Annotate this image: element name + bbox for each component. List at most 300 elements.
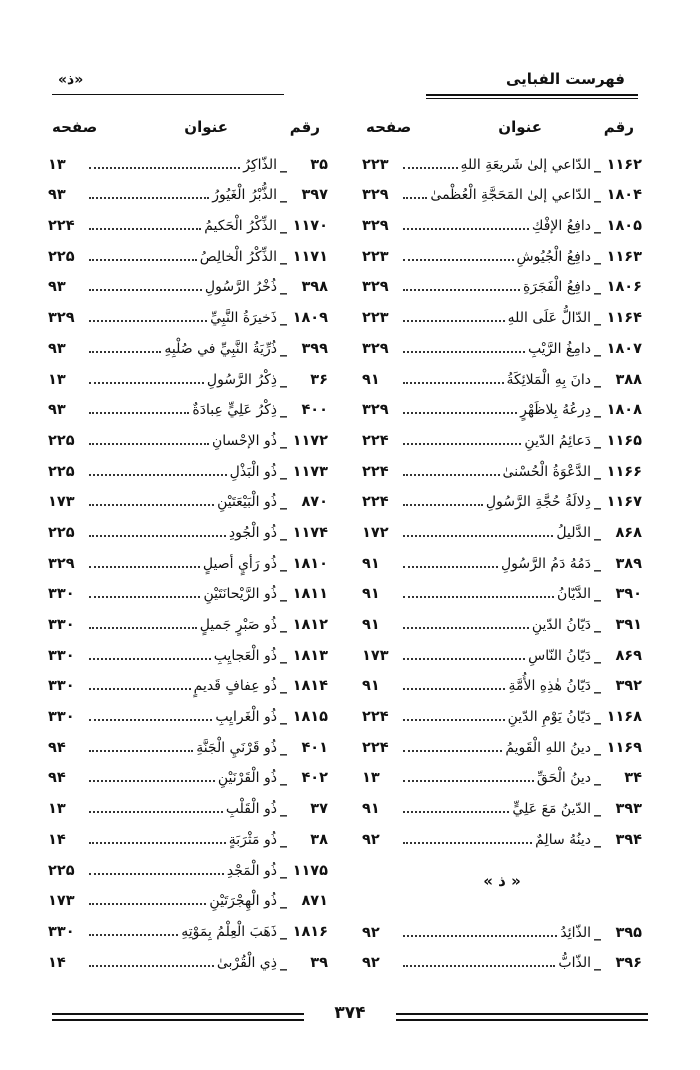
index-entry [362, 943, 642, 974]
leader-dots [89, 965, 214, 967]
entry-number: ۱۱۷۰ [292, 218, 328, 235]
entry-page: ۲۲۳ [362, 310, 389, 327]
entry-dash: _ [594, 770, 601, 787]
entry-page: ۲۲۵ [48, 463, 75, 480]
entry-dash: _ [594, 801, 601, 818]
leader-dots [89, 903, 206, 905]
entry-title: ذِي الْقُرْبىٰ [216, 954, 277, 971]
entry-title: دِرعُهُ بِلاظَهْرٍ [520, 402, 591, 419]
index-entry [48, 758, 328, 789]
entry-page: ۲۲۴ [362, 739, 389, 756]
entry-dash: _ [280, 340, 287, 357]
entry-number: ۸۶۹ [615, 647, 642, 664]
index-rows [362, 144, 642, 850]
entry-page: ۳۳۰ [48, 586, 75, 603]
entry-number: ۳۸۸ [615, 371, 642, 388]
entry-dash: _ [280, 279, 287, 296]
index-entry [48, 236, 328, 267]
entry-title: دَمُهُ دَمُ الرَّسُولِ [500, 555, 591, 572]
entry-dash: _ [594, 709, 601, 726]
index-entry [362, 727, 642, 758]
entry-number: ۱۸۱۰ [292, 555, 328, 572]
entry-page: ۳۲۹ [362, 402, 389, 419]
entry-title: ذِكْرُ عَلِيٍّ عِبادَةٌ [192, 402, 277, 419]
entry-number: ۳۷ [310, 801, 328, 818]
entry-title: دامِغُ الرَّيْبِ [527, 340, 591, 357]
index-entry [48, 696, 328, 727]
entry-title: دَيّانُ هٰذِهِ الأُمَّةِ [508, 678, 591, 695]
entry-page: ۲۲۵ [48, 862, 75, 879]
entry-page: ۲۲۴ [48, 218, 75, 235]
entry-title: الدَّعْوَةُ الْحُسْنىٰ [502, 463, 591, 480]
leader-dots [89, 197, 209, 199]
leader-dots [89, 934, 178, 936]
entry-page: ۹۲ [362, 955, 380, 972]
entry-dash: _ [280, 678, 287, 695]
entry-number: ۱۱۶۵ [606, 432, 642, 449]
leader-dots [89, 719, 212, 721]
entry-page: ۹۳ [48, 402, 66, 419]
entry-number: ۳۹۰ [615, 586, 642, 603]
entry-page: ۹۳ [48, 340, 66, 357]
index-entry [48, 911, 328, 942]
entry-page: ۳۳۰ [48, 678, 75, 695]
entry-page: ۳۳۰ [48, 647, 75, 664]
entry-dash: _ [280, 555, 287, 572]
entry-number: ۱۸۰۹ [292, 310, 328, 327]
entry-dash: _ [594, 402, 601, 419]
entry-dash: _ [594, 218, 601, 235]
entry-page: ۳۲۹ [48, 555, 75, 572]
index-entry [362, 819, 642, 850]
entry-page: ۹۴ [48, 739, 66, 756]
entry-page: ۱۴ [48, 831, 66, 848]
index-entry [48, 850, 328, 881]
entry-title: الدَّيّانُ [557, 586, 591, 603]
entry-title: دينُهُ سالِمٌ [535, 831, 591, 848]
entry-number: ۳۸ [310, 831, 328, 848]
index-entry [362, 359, 642, 390]
entry-page: ۱۷۳ [362, 647, 389, 664]
leader-dots [89, 658, 211, 660]
column-header-number: رقم [289, 118, 320, 136]
entry-title: دينُ اللهِ الْقَويمُ [505, 739, 591, 756]
leader-dots [403, 535, 553, 537]
entry-dash: _ [280, 218, 287, 235]
column-header-page: صفحه [366, 118, 412, 136]
entry-title: ذُو الْمَجْدِ [226, 862, 277, 879]
index-entry [48, 727, 328, 758]
entry-title: ذُو قَرْنَيِ الْجَنَّةِ [196, 739, 277, 756]
index-entry [48, 604, 328, 635]
entry-number: ۸۷۱ [301, 893, 328, 910]
entry-dash: _ [594, 924, 601, 941]
index-entry [362, 512, 642, 543]
leader-dots [403, 658, 525, 660]
entry-number: ۸۶۸ [615, 524, 642, 541]
entry-dash: _ [280, 371, 287, 388]
index-entry [362, 328, 642, 359]
entry-dash: _ [280, 187, 287, 204]
index-rows-section [362, 912, 642, 973]
index-column-left [48, 118, 328, 973]
leader-dots [403, 627, 529, 629]
entry-page: ۲۲۳ [362, 156, 389, 173]
entry-dash: _ [280, 739, 287, 756]
entry-page: ۳۲۹ [362, 279, 389, 296]
leader-dots [403, 289, 520, 291]
entry-dash: _ [594, 555, 601, 572]
entry-title: ذُو الْعَجايِبِ [213, 647, 277, 664]
entry-title: دينُ الْحَقِّ [536, 770, 591, 787]
leader-dots [403, 228, 529, 230]
entry-title: الذِّكْرُ الْحَكيمُ [204, 218, 277, 235]
entry-title: الدَّليلُ [556, 524, 591, 541]
leader-dots [89, 627, 197, 629]
entry-dash: _ [594, 371, 601, 388]
entry-number: ۳۹۹ [301, 340, 328, 357]
entry-title: ذُو الْجُودِ [228, 524, 277, 541]
index-entry [362, 144, 642, 175]
entry-number: ۳۹۷ [301, 187, 328, 204]
entry-number: ۱۱۷۵ [292, 862, 328, 879]
entry-number: ۳۹۶ [615, 955, 642, 972]
column-header [48, 118, 328, 144]
entry-number: ۱۱۷۳ [292, 463, 328, 480]
entry-number: ۳۹۴ [615, 831, 642, 848]
entry-page: ۱۷۳ [48, 893, 75, 910]
entry-dash: _ [594, 187, 601, 204]
entry-dash: _ [594, 955, 601, 972]
leader-dots [403, 780, 534, 782]
entry-number: ۱۱۶۸ [606, 709, 642, 726]
index-entry [48, 267, 328, 298]
entry-number: ۱۱۶۹ [606, 739, 642, 756]
leader-dots [403, 351, 525, 353]
index-entry [48, 788, 328, 819]
index-entry [362, 482, 642, 513]
entry-number: ۳۹ [310, 954, 328, 971]
entry-number: ۱۱۷۱ [292, 248, 328, 265]
entry-number: ۱۸۰۸ [606, 402, 642, 419]
entry-number: ۳۹۱ [615, 617, 642, 633]
entry-number: ۳۹۸ [301, 279, 328, 296]
entry-dash: _ [594, 494, 601, 511]
entry-dash: _ [594, 647, 601, 664]
index-entry [48, 942, 328, 973]
entry-title: ذُرِّيَةُ النَّبِيِّ في صُلْبِهِ [164, 340, 277, 357]
entry-dash: _ [280, 954, 287, 971]
entry-title: ذُو الْقَلْبِ [225, 801, 277, 818]
index-entry [362, 696, 642, 727]
entry-dash: _ [280, 617, 287, 633]
entry-title: دافِعُ الْفَجَرَةِ [522, 279, 591, 296]
entry-title: ذُو مَثْرَبَةٍ [228, 831, 277, 848]
entry-title: الذّائِدُ [560, 924, 591, 941]
entry-dash: _ [594, 586, 601, 603]
index-entry [48, 512, 328, 543]
leader-dots [403, 197, 427, 199]
entry-title: ذُو عِفافٍ قَديمٍ [193, 678, 277, 695]
entry-dash: _ [280, 862, 287, 879]
leader-dots [89, 780, 215, 782]
entry-page: ۱۳ [48, 156, 66, 173]
entry-title: الذُّبْرُ الْغَيُورُ [212, 187, 277, 204]
entry-number: ۱۸۰۶ [606, 279, 642, 296]
leader-dots [403, 259, 514, 261]
index-entry [362, 175, 642, 206]
entry-number: ۱۸۱۴ [292, 678, 328, 695]
entry-number: ۱۸۱۳ [292, 647, 328, 664]
entry-page: ۹۱ [362, 555, 380, 572]
entry-page: ۳۲۹ [362, 187, 389, 204]
entry-number: ۴۰۲ [301, 770, 328, 787]
index-entry [48, 881, 328, 912]
index-entry [362, 297, 642, 328]
index-entry [48, 819, 328, 850]
entry-number: ۳۹۳ [615, 801, 642, 818]
index-entry [48, 574, 328, 605]
leader-dots [89, 412, 189, 414]
leader-dots [403, 842, 532, 844]
index-entry [48, 205, 328, 236]
index-entry [362, 205, 642, 236]
leader-dots [403, 811, 509, 813]
entry-title: ذُو رَأيٍ أصيلٍ [202, 555, 277, 572]
entry-title: ذُو الْغَرايِبِ [215, 709, 277, 726]
column-header-number: رقم [603, 118, 634, 136]
entry-number: ۱۱۶۴ [606, 310, 642, 327]
entry-title: دانَ بِهِ الْمَلائِكَةُ [506, 371, 591, 388]
entry-page: ۹۱ [362, 617, 380, 633]
header-rule-right [426, 94, 638, 99]
entry-number: ۱۱۷۴ [292, 524, 328, 541]
leader-dots [403, 443, 521, 445]
entry-page: ۳۳۰ [48, 923, 75, 940]
entry-dash: _ [280, 156, 287, 173]
leader-dots [403, 688, 505, 690]
entry-dash: _ [280, 923, 287, 940]
entry-dash: _ [280, 801, 287, 818]
entry-title: الدّالُّ عَلَى اللهِ [507, 310, 591, 327]
entry-page: ۲۲۵ [48, 432, 75, 449]
running-header-title: فهرست الفبایی [505, 70, 625, 88]
entry-number: ۱۸۰۷ [606, 340, 642, 357]
entry-dash: _ [280, 310, 287, 327]
running-header-letter: «ذ» [58, 72, 84, 88]
entry-page: ۹۳ [48, 279, 66, 296]
entry-page: ۲۲۳ [362, 248, 389, 265]
index-entry [48, 666, 328, 697]
entry-title: ذَهَبَ الْعِلْمُ بِمَوْتِهِ [181, 923, 277, 940]
leader-dots [403, 566, 498, 568]
entry-title: دَيّانُ النّاسِ [528, 647, 591, 664]
entry-title: دَيّانُ الدّينِ [531, 617, 591, 633]
column-header-title: عنوان [498, 118, 542, 136]
leader-dots [89, 750, 193, 752]
header-rule-left [52, 94, 284, 95]
index-entry [362, 635, 642, 666]
entry-dash: _ [280, 402, 287, 419]
entry-number: ۴۰۰ [301, 402, 328, 419]
entry-title: دافِعُ الْجُيُوشِ [516, 248, 591, 265]
leader-dots [403, 719, 505, 721]
entry-number: ۱۱۶۶ [606, 463, 642, 480]
entry-dash: _ [594, 310, 601, 327]
index-entry [362, 574, 642, 605]
entry-dash: _ [280, 524, 287, 541]
leader-dots [89, 289, 202, 291]
entry-number: ۳۹۲ [615, 678, 642, 695]
leader-dots [89, 259, 197, 261]
entry-title: ذُو الْبَذْلِ [229, 463, 277, 480]
index-entry [362, 912, 642, 943]
index-column-right [362, 118, 642, 973]
entry-dash: _ [280, 432, 287, 449]
index-entry [48, 359, 328, 390]
entry-number: ۱۱۶۷ [606, 494, 642, 511]
entry-title: الذِّكْرُ الْخالِصُ [199, 248, 277, 265]
leader-dots [89, 873, 224, 875]
entry-page: ۱۳ [48, 371, 66, 388]
leader-dots [403, 750, 502, 752]
entry-number: ۳۶ [310, 371, 328, 388]
index-entry [362, 788, 642, 819]
leader-dots [89, 351, 161, 353]
entry-page: ۲۲۴ [362, 463, 389, 480]
leader-dots [89, 504, 214, 506]
entry-dash: _ [594, 432, 601, 449]
entry-page: ۹۱ [362, 371, 380, 388]
column-header-page: صفحه [52, 118, 98, 136]
entry-page: ۳۲۹ [362, 340, 389, 357]
leader-dots [89, 688, 191, 690]
entry-page: ۹۱ [362, 801, 380, 818]
entry-page: ۱۴ [48, 954, 66, 971]
entry-dash: _ [280, 831, 287, 848]
entry-number: ۱۸۱۲ [292, 617, 328, 633]
entry-title: ذُو الْهِجْرَتَيْنِ [209, 893, 277, 910]
index-entry [362, 390, 642, 421]
entry-title: الذّابُّ [558, 955, 591, 972]
index-entry [362, 604, 642, 635]
entry-title: ذُو الرَّيْحانَتَيْنِ [203, 586, 277, 603]
entry-title: الدّاعي إلىٰ المَحَجَّةِ الْعُظْمىٰ [430, 187, 591, 204]
entry-number: ۱۱۶۲ [606, 156, 642, 173]
entry-title: الدّينُ مَعَ عَلِيٍّ [512, 801, 591, 818]
entry-page: ۱۳ [48, 801, 66, 818]
entry-number: ۱۱۶۳ [606, 248, 642, 265]
entry-page: ۳۳۰ [48, 617, 75, 633]
entry-number: ۳۹۵ [615, 924, 642, 941]
entry-number: ۱۸۱۱ [292, 586, 328, 603]
index-entry [48, 635, 328, 666]
index-entry [48, 420, 328, 451]
index-entry [48, 328, 328, 359]
entry-page: ۱۷۳ [48, 494, 75, 511]
leader-dots [403, 412, 517, 414]
entry-dash: _ [280, 248, 287, 265]
entry-title: دَيّانُ يَوْمِ الدّينِ [507, 709, 591, 726]
entry-page: ۱۷۲ [362, 524, 389, 541]
entry-number: ۳۸۹ [615, 555, 642, 572]
entry-title: ذُو الإحْسانِ [211, 432, 277, 449]
entry-title: ذُخْرُ الرَّسُولِ [204, 279, 277, 296]
entry-title: دافِعُ الإفْكِ [531, 218, 591, 235]
leader-dots [89, 596, 200, 598]
section-heading: « ذ » [483, 871, 521, 890]
entry-title: الدّاعي إلىٰ شَريعَةِ اللهِ [460, 156, 591, 173]
entry-dash: _ [280, 770, 287, 787]
index-entry [362, 451, 642, 482]
leader-dots [403, 596, 554, 598]
entry-title: ذُو الْقَرْنَيْنِ [217, 770, 277, 787]
entry-number: ۱۸۰۴ [606, 187, 642, 204]
index-entry [48, 451, 328, 482]
leader-dots [403, 965, 555, 967]
entry-title: ذِكْرُ الرَّسُولِ [206, 371, 277, 388]
leader-dots [89, 228, 201, 230]
index-rows [48, 144, 328, 973]
entry-title: ذُو صَبْرٍ جَميلٍ [199, 617, 277, 633]
entry-dash: _ [280, 709, 287, 726]
leader-dots [403, 382, 504, 384]
entry-dash: _ [594, 340, 601, 357]
entry-dash: _ [594, 678, 601, 695]
entry-dash: _ [280, 463, 287, 480]
entry-title: ذَخيرَةُ النَّبِيِّ [210, 310, 277, 327]
index-entry [362, 758, 642, 789]
entry-page: ۲۲۴ [362, 494, 389, 511]
entry-dash: _ [594, 831, 601, 848]
entry-page: ۲۲۵ [48, 524, 75, 541]
entry-number: ۳۴ [624, 770, 642, 787]
leader-dots [89, 167, 240, 169]
page-number: ۳۷۴ [334, 1003, 366, 1023]
entry-dash: _ [594, 739, 601, 756]
entry-number: ۱۸۱۶ [292, 923, 328, 940]
index-entry [48, 543, 328, 574]
entry-dash: _ [594, 524, 601, 541]
entry-dash: _ [594, 248, 601, 265]
entry-dash: _ [280, 586, 287, 603]
entry-page: ۳۲۹ [48, 310, 75, 327]
entry-number: ۱۸۰۵ [606, 218, 642, 235]
entry-page: ۲۲۴ [362, 432, 389, 449]
leader-dots [403, 935, 557, 937]
entry-page: ۹۱ [362, 586, 380, 603]
entry-page: ۹۲ [362, 924, 380, 941]
leader-dots [89, 320, 207, 322]
entry-number: ۱۸۱۵ [292, 709, 328, 726]
entry-dash: _ [594, 279, 601, 296]
entry-dash: _ [594, 156, 601, 173]
entry-title: دَعائِمُ الدّينِ [524, 432, 591, 449]
entry-page: ۹۱ [362, 678, 380, 695]
leader-dots [89, 842, 226, 844]
entry-number: ۳۵ [310, 156, 328, 173]
entry-page: ۹۴ [48, 770, 66, 787]
entry-title: دِلالَةُ حُجَّةِ الرَّسُولِ [485, 494, 591, 511]
entry-page: ۳۲۹ [362, 218, 389, 235]
entry-page: ۱۳ [362, 770, 380, 787]
leader-dots [403, 504, 483, 506]
entry-page: ۲۲۴ [362, 709, 389, 726]
entry-number: ۴۰۱ [301, 739, 328, 756]
index-entry [362, 236, 642, 267]
leader-dots [89, 566, 200, 568]
index-entry [48, 175, 328, 206]
